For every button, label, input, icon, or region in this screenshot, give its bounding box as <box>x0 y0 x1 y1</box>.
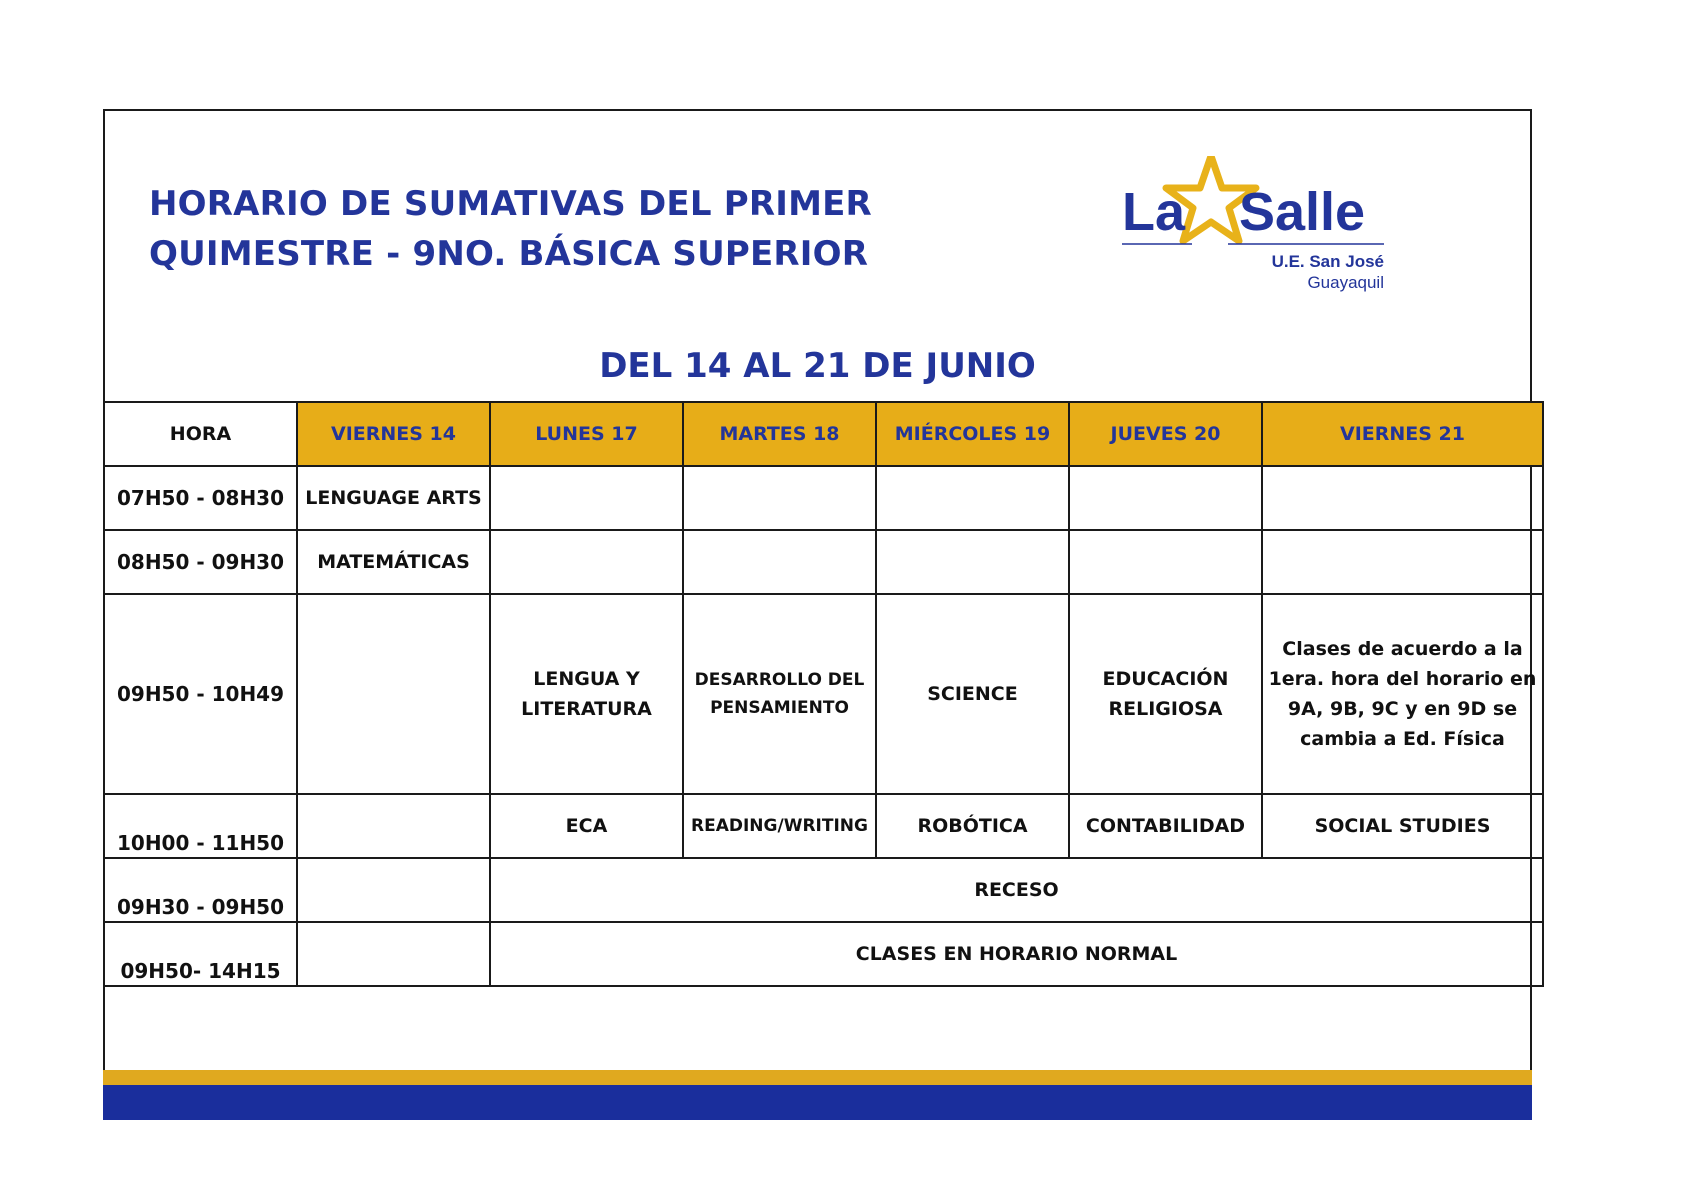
time-cell: 08H50 - 09H30 <box>104 530 297 594</box>
footer-gold-band <box>103 1070 1532 1085</box>
table-cell <box>876 530 1069 594</box>
la-salle-logo-graphic <box>1098 156 1398 306</box>
table-row <box>104 530 1543 594</box>
table-row <box>104 466 1543 530</box>
table-row <box>104 594 1543 794</box>
table-cell: ROBÓTICA <box>876 794 1069 858</box>
table-cell <box>1069 466 1262 530</box>
table-cell <box>683 466 876 530</box>
column-header-viernes-21: VIERNES 21 <box>1262 402 1543 466</box>
table-cell <box>490 530 683 594</box>
footer-blue-band <box>103 1085 1532 1120</box>
logo-school-name: U.E. San José <box>1271 252 1384 271</box>
exam-schedule-table <box>103 401 1544 987</box>
table-cell <box>297 922 490 986</box>
recess-cell: RECESO <box>490 858 1543 922</box>
time-cell: 09H50 - 10H49 <box>104 594 297 794</box>
column-header-martes-18: MARTES 18 <box>683 402 876 466</box>
la-salle-logo <box>1098 156 1398 306</box>
table-cell: CONTABILIDAD <box>1069 794 1262 858</box>
time-cell: 07H50 - 08H30 <box>104 466 297 530</box>
table-cell <box>876 466 1069 530</box>
column-header-viernes-14: VIERNES 14 <box>297 402 490 466</box>
table-cell <box>683 530 876 594</box>
table-cell <box>297 858 490 922</box>
column-header-lunes-17: LUNES 17 <box>490 402 683 466</box>
table-cell: SCIENCE <box>876 594 1069 794</box>
column-header-hora: HORA <box>104 402 297 466</box>
table-cell <box>490 466 683 530</box>
table-cell-note: Clases de acuerdo a la 1era. hora del horario en 9A, 9B, 9C y en 9D se cambia a Ed. Física <box>1262 594 1543 794</box>
time-cell: 09H30 - 09H50 <box>104 858 297 922</box>
table-cell: MATEMÁTICAS <box>297 530 490 594</box>
time-cell: 10H00 - 11H50 <box>104 794 297 858</box>
table-row <box>104 794 1543 858</box>
table-cell: DESARROLLO DEL PENSAMIENTO <box>683 594 876 794</box>
date-range-heading: DEL 14 AL 21 DE JUNIO <box>599 346 1036 386</box>
table-cell: READING/WRITING <box>683 794 876 858</box>
normal-classes-cell: CLASES EN HORARIO NORMAL <box>490 922 1543 986</box>
table-cell: LENGUAGE ARTS <box>297 466 490 530</box>
page-title <box>149 179 872 279</box>
column-header-jueves-20: JUEVES 20 <box>1069 402 1262 466</box>
column-header-miercoles-19: MIÉRCOLES 19 <box>876 402 1069 466</box>
table-cell <box>297 594 490 794</box>
table-cell: LENGUA Y LITERATURA <box>490 594 683 794</box>
table-row <box>104 858 1543 922</box>
page-title-line-2: QUIMESTRE - 9NO. BÁSICA SUPERIOR <box>149 234 869 274</box>
table-cell: EDUCACIÓN RELIGIOSA <box>1069 594 1262 794</box>
table-header-row <box>104 402 1543 466</box>
page-title-line-1: HORARIO DE SUMATIVAS DEL PRIMER <box>149 184 872 224</box>
table-cell: SOCIAL STUDIES <box>1262 794 1543 858</box>
table-cell <box>1069 530 1262 594</box>
table-row <box>104 922 1543 986</box>
logo-city: Guayaquil <box>1307 273 1384 292</box>
logo-word-salle: Salle <box>1239 182 1366 242</box>
time-cell: 09H50- 14H15 <box>104 922 297 986</box>
table-cell: ECA <box>490 794 683 858</box>
table-cell <box>297 794 490 858</box>
table-cell <box>1262 530 1543 594</box>
logo-word-la: La <box>1122 182 1186 242</box>
table-cell <box>1262 466 1543 530</box>
schedule-sheet <box>103 109 1537 1120</box>
